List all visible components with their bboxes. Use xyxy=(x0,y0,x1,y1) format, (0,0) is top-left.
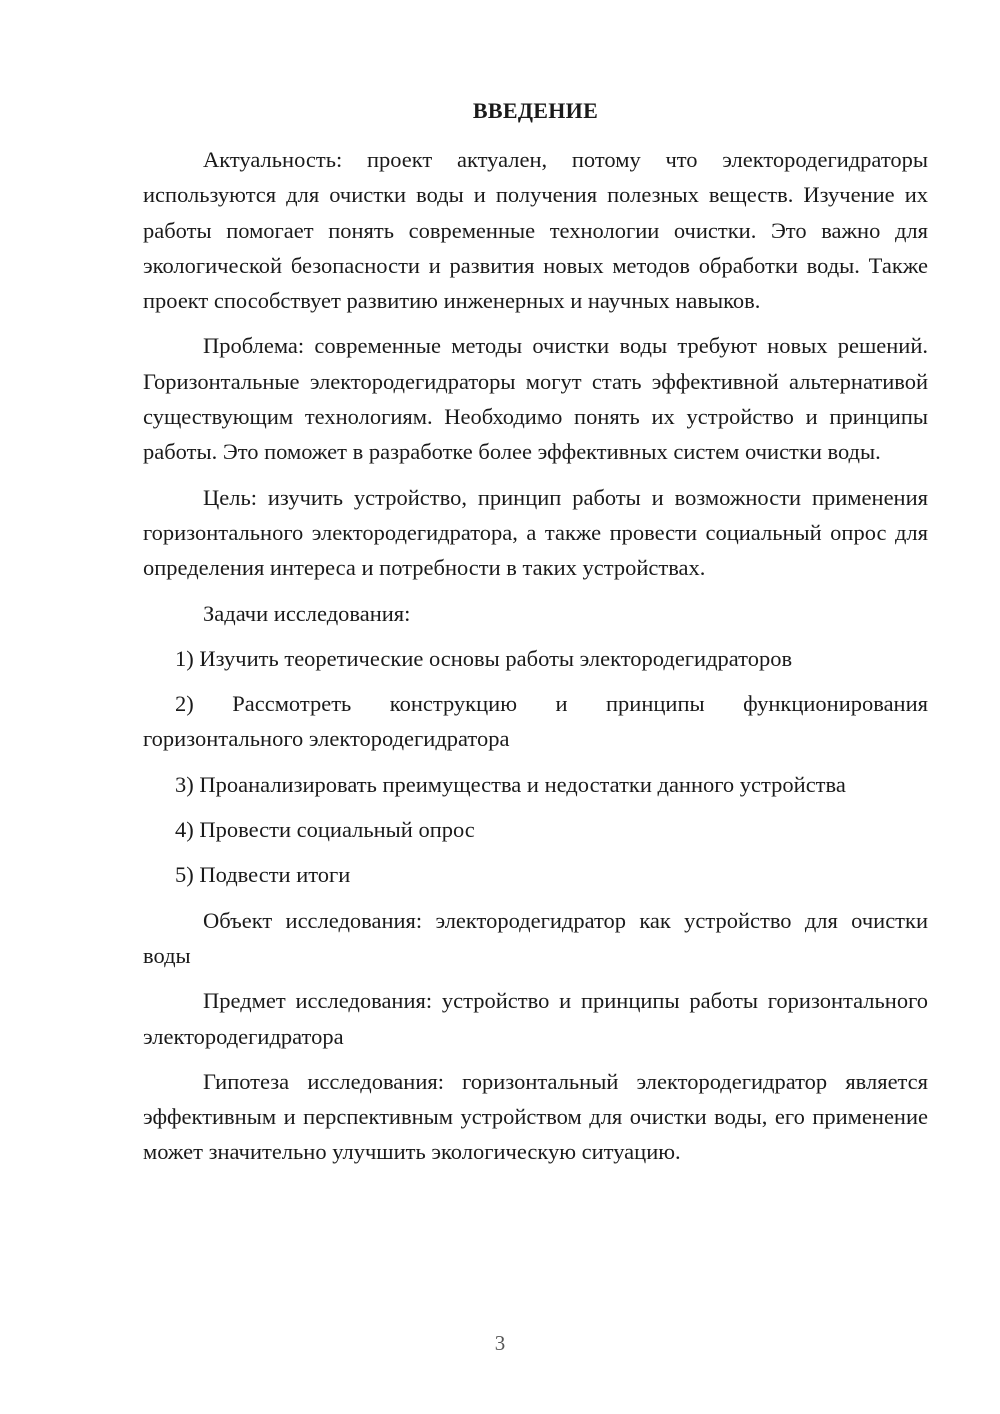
goal-paragraph: Цель: изучить устройство, принцип работы и возможности применения горизонтального электородегидратора, а также провести социальный опрос для определения интереса и потребности в таких устройствах. xyxy=(143,484,928,581)
task-item: 3) Проанализировать преимущества и недостатки данного устройства xyxy=(175,771,846,797)
tasks-title: Задачи исследования: xyxy=(203,600,411,626)
problem-paragraph: Проблема: современные методы очистки воды требуют новых решений. Горизонтальные электородегидраторы могут стать эффективной альтернативой существующим технологиям. Необходимо понять их устройство и принципы работы. Это поможет в разработке более эффективных систем очистки воды. xyxy=(143,333,928,465)
task-item: 2) Рассмотреть конструкцию и принципы функционирования горизонтального электородегидратора xyxy=(143,691,928,752)
task-item: 5) Подвести итоги xyxy=(175,862,351,888)
task-item: 4) Провести социальный опрос xyxy=(175,817,475,843)
page-number: 3 xyxy=(494,1331,506,1355)
document-page xyxy=(143,94,928,1180)
relevance-paragraph: Актуальность: проект актуален, потому что электородегидраторы используются для очистки воды и получения полезных веществ. Изучение их работы помогает понять современные технологии очистки. Это важно для экологической безопасности и развития новых методов обработки воды. Также проект способствует развитию инженерных и научных навыков. xyxy=(143,147,928,314)
section-heading: ВВЕДЕНИЕ xyxy=(472,98,599,123)
task-item: 1) Изучить теоретические основы работы электородегидраторов xyxy=(175,645,793,671)
hypothesis-paragraph: Гипотеза исследования: горизонтальный электородегидратор является эффективным и перспективным устройством для очистки воды, его применение может значительно улучшить экологическую ситуацию. xyxy=(143,1068,928,1165)
subject-paragraph: Предмет исследования: устройство и принципы работы горизонтального электородегидратора xyxy=(143,988,928,1049)
object-paragraph: Объект исследования: электородегидратор как устройство для очистки воды xyxy=(143,907,928,968)
